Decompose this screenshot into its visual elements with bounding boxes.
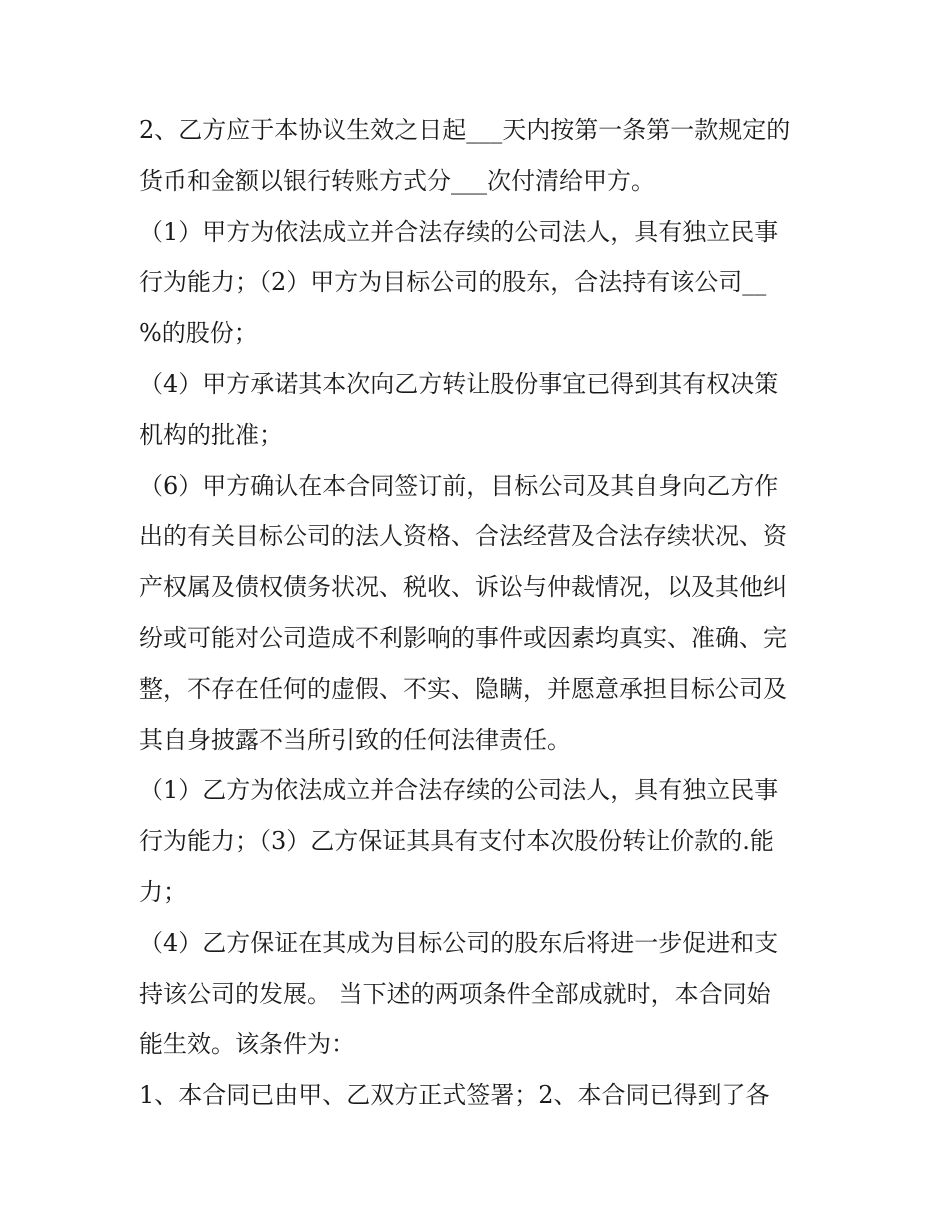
text-line-7: 机构的批准； [139, 420, 283, 449]
text-line-11: 纷或可能对公司造成不利影响的事件或因素均真实、准确、完 [139, 623, 787, 652]
text-line-8: （6）甲方确认在本合同签订前，目标公司及其自身向乙方作 [139, 471, 779, 500]
text-line-14: （1）乙方为依法成立并合法存续的公司法人，具有独立民事 [139, 776, 779, 805]
text-line-19: 能生效。该条件为： [139, 1030, 355, 1059]
text-line-4: 行为能力；（2）甲方为目标公司的股东，合法持有该公司__ [139, 268, 767, 297]
text-line-16: 力； [139, 877, 187, 906]
text-line-18: 持该公司的发展。 当下述的两项条件全部成就时，本合同始 [139, 979, 771, 1008]
text-line-5: %的股份； [139, 319, 258, 348]
text-line-15: 行为能力；（3）乙方保证其具有支付本次股份转让价款的.能 [139, 827, 774, 856]
text-line-13: 其自身披露不当所引致的任何法律责任。 [139, 725, 571, 754]
text-line-2: 货币和金额以银行转账方式分___次付清给甲方。 [139, 166, 655, 195]
text-line-17: （4）乙方保证在其成为目标公司的股东后将进一步促进和支 [139, 928, 779, 957]
text-line-10: 产权属及债权债务状况、税收、诉讼与仲裁情况，以及其他纠 [139, 573, 787, 602]
text-line-9: 出的有关目标公司的法人资格、合法经营及合法存续状况、资 [139, 522, 787, 551]
text-line-1: 2、乙方应于本协议生效之日起___天内按第一条第一款规定的 [139, 116, 791, 144]
text-line-20: 1、本合同已由甲、乙双方正式签署；2、本合同已得到了各 [139, 1081, 770, 1110]
document-body [139, 105, 829, 1121]
text-line-12: 整，不存在任何的虚假、不实、隐瞒，并愿意承担目标公司及 [139, 674, 787, 703]
text-line-6: （4）甲方承诺其本次向乙方转让股份事宜已得到其有权决策 [139, 369, 779, 398]
text-line-3: （1）甲方为依法成立并合法存续的公司法人，具有独立民事 [139, 217, 779, 246]
